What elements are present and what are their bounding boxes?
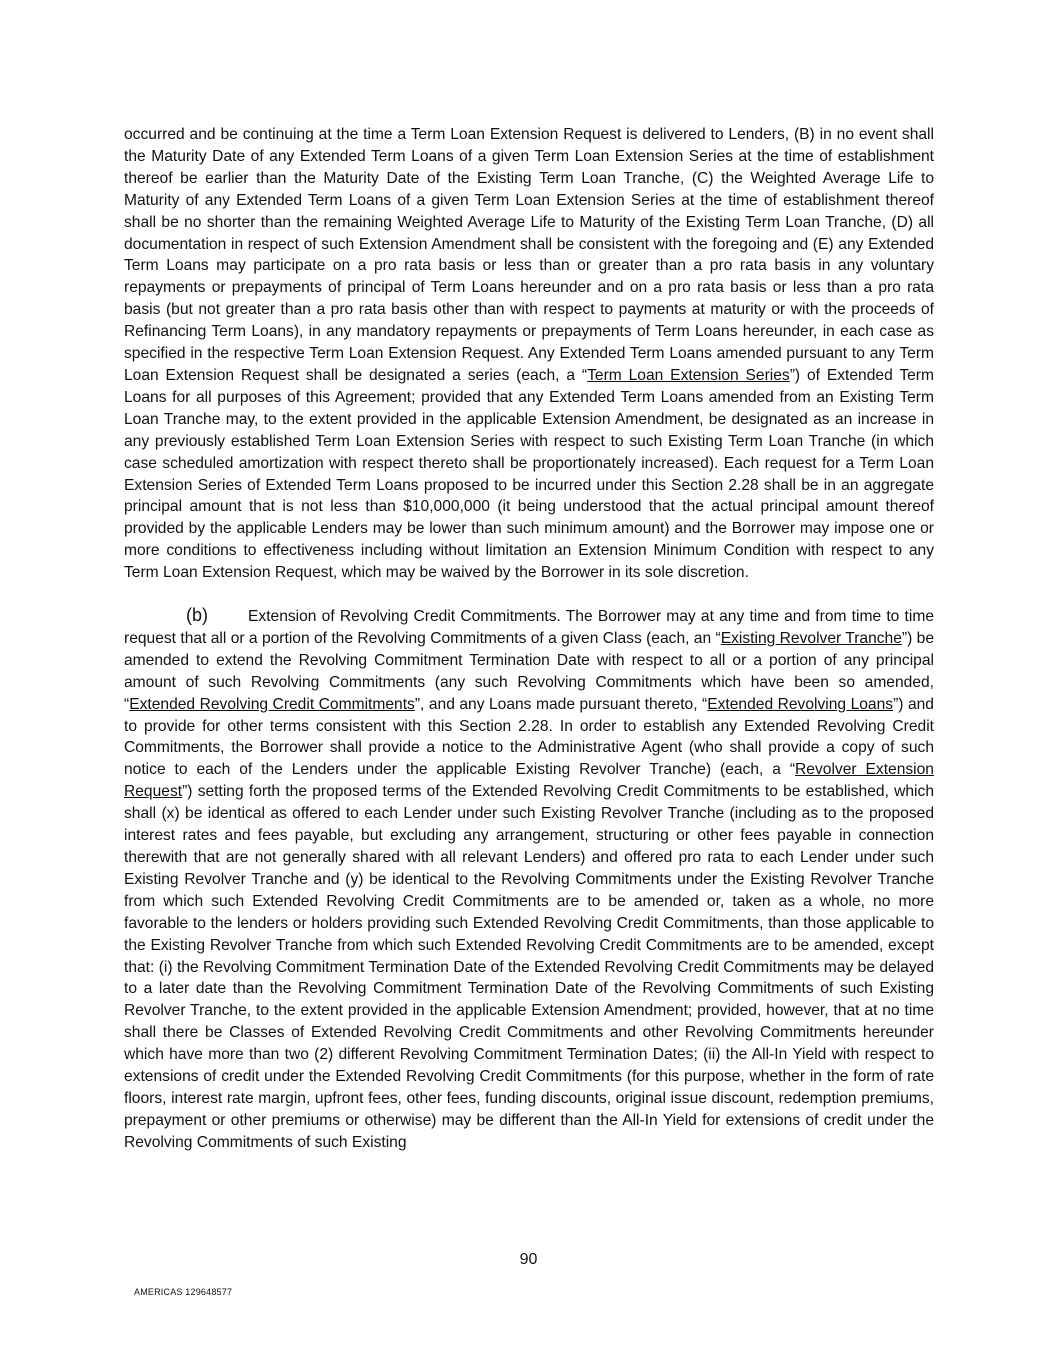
defined-term-extended-revolving-credit-commitments: Extended Revolving Credit Commitments	[129, 695, 415, 713]
document-id: AMERICAS 129648577	[134, 1287, 233, 1297]
paragraph-a	[124, 124, 934, 584]
paragraph-b-text-5: ”) setting forth the proposed terms of the Extended Revolving Credit Commitments to be established, which shall (x) be identical as offered to each Lender under such Existing Revolver Tranche (including as to the proposed interest rates and fees payable, but excluding any arrangement, structuring or other fees payable in connection therewith that are not generally shared with all relevant Lenders) and offered pro rata to each Lender under such Existing Revolver Tranche and (y) be identical to the Revolving Commitments under the Existing Revolver Tranche from which such Extended Revolving Credit Commitments are to be amended or, taken as a whole, no more favorable to the lenders or holders providing such Extended Revolving Credit Commitments, than those applicable to the Existing Revolver Tranche from which such Extended Revolving Credit Commitments are to be amended, except that: (i) the Revolving Commitment Termination Date of the Extended Revolving Credit Commitments may be delayed to a later date than the Revolving Commitment Termination Date of the Revolving Commitments of such Existing Revolver Tranche, to the extent provided in the applicable Extension Amendment; provided, however, that at no time shall there be Classes of Extended Revolving Credit Commitments and other Revolving Commitments hereunder which have more than two (2) different Revolving Commitment Termination Dates; (ii) the All-In Yield with respect to extensions of credit under the Extended Revolving Credit Commitments (for this purpose, whether in the form of rate floors, interest rate margin, upfront fees, other fees, funding discounts, original issue discount, redemption premiums, prepayment or other premiums or otherwise) may be different than the All-In Yield for extensions of credit under the Revolving Commitments of such Existing	[124, 783, 934, 1151]
paragraph-b	[124, 605, 934, 1154]
subsection-label: (b)	[186, 605, 208, 626]
defined-term-extended-revolving-loans: Extended Revolving Loans	[707, 695, 894, 713]
paragraph-a-text-1: occurred and be continuing at the time a Term Loan Extension Request is delivered to Lenders, (B) in no event shall the Maturity Date of any Extended Term Loans of a given Term Loan Extension Series at the time of establishment thereof be earlier than the Maturity Date of the Existing Term Loan Tranche, (C) the Weighted Average Life to Maturity of any Extended Term Loans of a given Term Loan Extension Series at the time of establishment thereof shall be no shorter than the remaining Weighted Average Life to Maturity of the Existing Term Loan Tranche, (D) all documentation in respect of such Extension Amendment shall be consistent with the foregoing and (E) any Extended Term Loans may participate on a pro rata basis or less than or greater than a pro rata basis in any voluntary repayments or prepayments of principal of Term Loans hereunder and on a pro rata basis or less than a pro rata basis (but not greater than a pro rata basis other than with respect to payments at maturity or with the proceeds of Refinancing Term Loans), in any mandatory repayments or prepayments of Term Loans hereunder, in each case as specified in the respective Term Loan Extension Request. Any Extended Term Loans amended pursuant to any Term Loan Extension Request shall be designated a series (each, a “	[124, 126, 934, 384]
paragraph-b-text-1: The Borrower may at any time and from time to time request that all or a portion of the Revolving Commitments of a given Class (each, an “	[124, 608, 934, 647]
paragraph-b-text-4: ”) and to provide for other terms consistent with this Section 2.28. In order to establish any Extended Revolving Credit Commitments, the Borrower shall provide a notice to the Administrative Agent (who shall provide a copy of such notice to each of the Lenders under the applicable Existing Revolver Tranche) (each, a “	[124, 695, 934, 779]
subsection-heading: Extension of Revolving Credit Commitments.	[248, 608, 561, 626]
defined-term-revolver-extension-request: Revolver Extension Request	[124, 761, 934, 801]
document-body	[124, 124, 934, 1154]
defined-term-term-loan-extension-series: Term Loan Extension Series	[587, 366, 790, 384]
paragraph-b-text-2: ”) be amended to extend the Revolving Commitment Termination Date with respect to all or a portion of any principal amount of such Revolving Commitments (any such Revolving Commitments which have been so amended, “	[124, 629, 934, 713]
page-number: 90	[519, 1251, 538, 1268]
paragraph-a-text-2: ”) of Extended Term Loans for all purposes of this Agreement; provided that any Extended Term Loans amended from an Existing Term Loan Tranche may, to the extent provided in the applicable Extension Amendment, be designated as an increase in any previously established Term Loan Extension Series with respect to such Existing Term Loan Tranche (in which case scheduled amortization with respect thereto shall be proportionately increased). Each request for a Term Loan Extension Series of Extended Term Loans proposed to be incurred under this Section 2.28 shall be in an aggregate principal amount that is not less than $10,000,000 (it being understood that the actual principal amount thereof provided by the applicable Lenders may be lower than such minimum amount) and the Borrower may impose one or more conditions to effectiveness including without limitation an Extension Minimum Condition with respect to any Term Loan Extension Request, which may be waived by the Borrower in its sole discretion.	[124, 366, 934, 582]
defined-term-existing-revolver-tranche: Existing Revolver Tranche	[720, 629, 902, 647]
paragraph-b-text-3: ”, and any Loans made pursuant thereto, “	[414, 695, 708, 713]
